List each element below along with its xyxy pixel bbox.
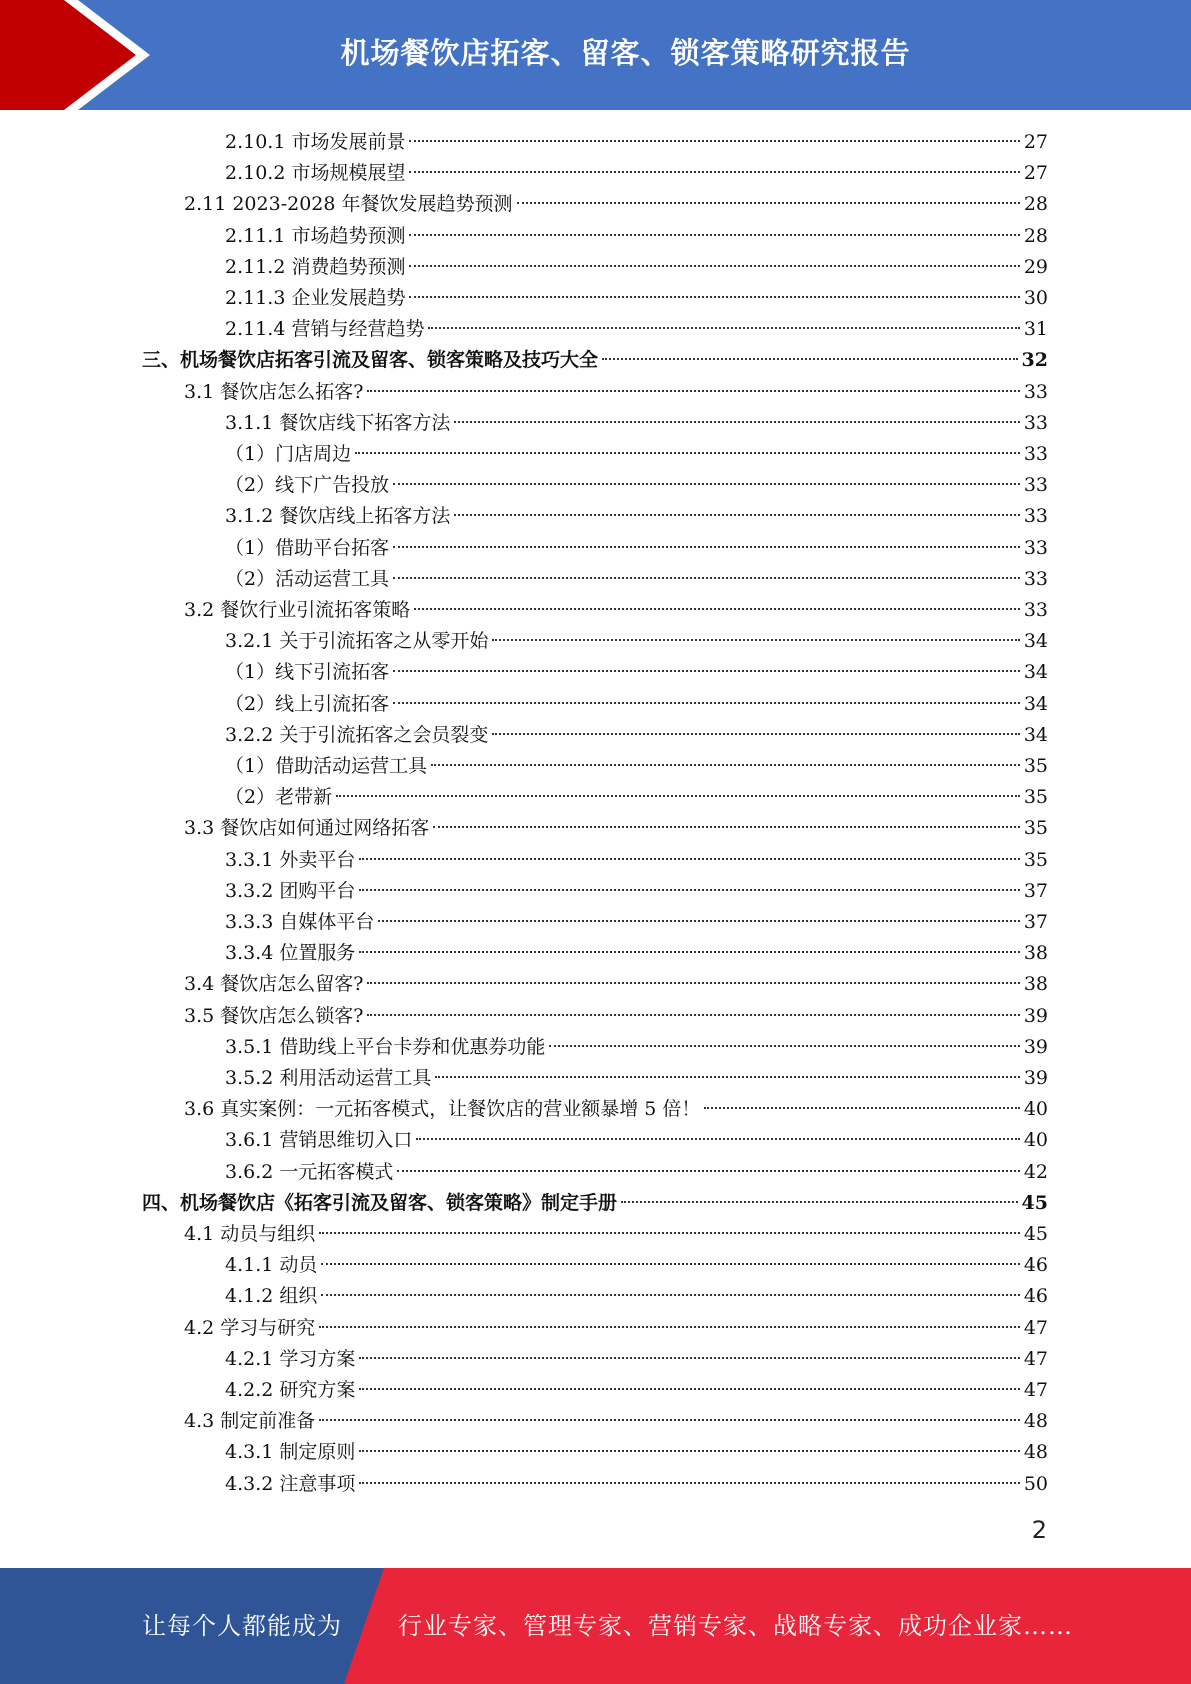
toc-entry[interactable] — [225, 1032, 1048, 1062]
toc-entry-page: 38 — [1023, 973, 1048, 996]
toc-entry-page: 28 — [1023, 224, 1048, 247]
toc-entry-title: 2.11.3 企业发展趋势 — [225, 287, 406, 309]
toc-dot-leader — [602, 358, 1018, 360]
toc-dot-leader — [378, 920, 1019, 922]
toc-entry[interactable] — [225, 1281, 1048, 1311]
toc-dot-leader — [414, 608, 1020, 610]
toc-dot-leader — [409, 140, 1019, 142]
toc-entry[interactable] — [225, 1437, 1048, 1467]
toc-dot-leader — [393, 546, 1020, 548]
toc-entry-title: 4.2.1 学习方案 — [225, 1347, 356, 1370]
toc-dot-leader — [393, 670, 1020, 672]
toc-entry[interactable] — [184, 813, 1048, 843]
toc-dot-leader — [319, 1419, 1020, 1421]
toc-entry-page: 46 — [1023, 1285, 1048, 1308]
toc-dot-leader — [704, 1107, 1019, 1109]
toc-entry[interactable] — [225, 845, 1048, 875]
toc-entry-title: 3.1.2 餐饮店线上拓客方法 — [225, 505, 451, 528]
toc-entry-title: 2.11.4 营销与经营趋势 — [225, 318, 425, 341]
toc-entry-page: 37 — [1023, 911, 1048, 933]
toc-entry-title: （2）线上引流拓客 — [225, 692, 390, 715]
toc-entry-page: 38 — [1023, 942, 1048, 965]
toc-entry-title: 2.11 2023-2028 年餐饮发展趋势预测 — [184, 193, 513, 216]
toc-entry-page: 39 — [1023, 1035, 1048, 1058]
toc-entry[interactable] — [142, 1188, 1048, 1218]
toc-dot-leader — [517, 202, 1020, 204]
toc-entry-title: 3.2.1 关于引流拓客之从零开始 — [225, 630, 489, 653]
toc-entry-page: 35 — [1023, 786, 1048, 809]
toc-entry[interactable] — [225, 938, 1048, 968]
toc-entry-title: 4.3.1 制定原则 — [225, 1441, 356, 1464]
toc-dot-leader — [454, 421, 1019, 423]
toc-dot-leader — [336, 795, 1020, 797]
toc-entry-title: 3.1 餐饮店怎么拓客? — [184, 380, 364, 403]
toc-entry-page: 33 — [1023, 411, 1048, 434]
toc-entry-title: 4.3 制定前准备 — [184, 1410, 316, 1433]
toc-entry-title: 3.3.1 外卖平台 — [225, 848, 356, 871]
toc-entry-page: 47 — [1023, 1347, 1048, 1370]
toc-dot-leader — [321, 1294, 1019, 1296]
toc-entry[interactable] — [184, 1406, 1048, 1436]
toc-dot-leader — [621, 1201, 1018, 1203]
toc-entry[interactable] — [225, 626, 1048, 656]
toc-entry-page: 46 — [1023, 1254, 1048, 1277]
toc-entry[interactable] — [225, 1250, 1048, 1280]
toc-entry-page: 34 — [1023, 661, 1048, 684]
toc-dot-leader — [393, 483, 1020, 485]
toc-entry[interactable] — [225, 1157, 1048, 1187]
toc-dot-leader — [492, 639, 1019, 641]
toc-dot-leader — [409, 265, 1019, 267]
page-footer — [0, 1568, 1191, 1684]
toc-entry[interactable] — [225, 782, 1048, 812]
toc-dot-leader — [409, 234, 1019, 236]
toc-entry-page: 33 — [1023, 443, 1048, 465]
toc-entry-title: （1）借助活动运营工具 — [225, 755, 428, 777]
toc-entry-page: 27 — [1023, 162, 1048, 185]
toc-entry-page: 48 — [1023, 1410, 1048, 1433]
toc-entry-page: 27 — [1023, 131, 1048, 153]
toc-entry[interactable] — [225, 751, 1048, 781]
toc-entry-title: 3.6 真实案例：一元拓客模式，让餐饮店的营业额暴增 5 倍！ — [184, 1098, 701, 1121]
toc-dot-leader — [321, 1263, 1019, 1265]
toc-entry-title: 3.3.4 位置服务 — [225, 942, 356, 965]
toc-entry[interactable] — [225, 283, 1048, 313]
toc-entry-page: 28 — [1023, 193, 1048, 216]
toc-entry-page: 42 — [1023, 1160, 1048, 1183]
toc-entry[interactable] — [225, 1469, 1048, 1499]
document-title: 机场餐饮店拓客、留客、锁客策略研究报告 — [340, 35, 911, 70]
toc-dot-leader — [431, 764, 1020, 766]
toc-dot-leader — [454, 514, 1019, 516]
toc-dot-leader — [492, 733, 1019, 735]
toc-entry-title: 3.1.1 餐饮店线下拓客方法 — [225, 411, 451, 434]
toc-entry-page: 33 — [1023, 567, 1048, 590]
toc-entry-page: 40 — [1023, 1129, 1048, 1152]
toc-entry-page: 31 — [1023, 318, 1048, 341]
toc-entry-title: 4.2.2 研究方案 — [225, 1379, 356, 1401]
toc-dot-leader — [359, 858, 1019, 860]
toc-entry[interactable] — [225, 470, 1048, 500]
toc-entry-title: 4.1.1 动员 — [225, 1254, 318, 1277]
toc-entry-title: （2）线下广告投放 — [225, 474, 390, 497]
toc-entry[interactable] — [225, 158, 1048, 188]
toc-entry-title: （2）老带新 — [225, 786, 333, 809]
header-ribbon-icon — [0, 0, 160, 110]
toc-dot-leader — [409, 171, 1019, 173]
toc-entry[interactable] — [225, 1063, 1048, 1093]
toc-dot-leader — [409, 296, 1019, 298]
toc-entry-page: 29 — [1023, 255, 1048, 278]
toc-entry[interactable] — [225, 689, 1048, 719]
toc-entry-title: 2.10.1 市场发展前景 — [225, 131, 406, 153]
toc-dot-leader — [433, 826, 1020, 828]
toc-entry-title: （1）门店周边 — [225, 443, 352, 465]
toc-entry-page: 34 — [1023, 692, 1048, 715]
toc-entry-title: 四、机场餐饮店《拓客引流及留客、锁客策略》制定手册 — [142, 1191, 618, 1214]
toc-entry-page: 47 — [1023, 1316, 1048, 1339]
toc-dot-leader — [428, 327, 1019, 329]
toc-entry-title: 3.5 餐饮店怎么锁客? — [184, 1004, 364, 1027]
toc-entry[interactable] — [225, 564, 1048, 594]
toc-entry[interactable] — [225, 408, 1048, 438]
toc-entry[interactable] — [225, 1344, 1048, 1374]
toc-entry-page: 35 — [1023, 817, 1048, 840]
page-number: 2 — [1031, 1516, 1047, 1544]
toc-dot-leader — [393, 702, 1020, 704]
toc-entry-page: 34 — [1023, 723, 1048, 746]
toc-entry-title: 2.10.2 市场规模展望 — [225, 162, 406, 185]
toc-entry-page: 39 — [1023, 1067, 1048, 1089]
toc-entry[interactable] — [184, 189, 1048, 219]
toc-dot-leader — [397, 1170, 1019, 1172]
footer-slogan-right: 行业专家、管理专家、营销专家、战略专家、成功企业家…… — [398, 1612, 1073, 1640]
toc-dot-leader — [359, 889, 1019, 891]
toc-dot-leader — [319, 1232, 1020, 1234]
toc-entry[interactable] — [225, 221, 1048, 251]
toc-entry-title: 3.6.1 营销思维切入口 — [225, 1129, 413, 1152]
toc-entry-page: 47 — [1023, 1379, 1048, 1401]
toc-entry-title: 3.3.2 团购平台 — [225, 879, 356, 902]
toc-dot-leader — [549, 1045, 1019, 1047]
toc-entry-title: 4.1.2 组织 — [225, 1285, 318, 1308]
toc-entry[interactable] — [225, 876, 1048, 906]
toc-entry-title: 3.3 餐饮店如何通过网络拓客 — [184, 817, 430, 840]
toc-dot-leader — [359, 1482, 1019, 1484]
toc-dot-leader — [416, 1138, 1019, 1140]
toc-entry-page: 48 — [1023, 1441, 1048, 1464]
toc-dot-leader — [367, 390, 1019, 392]
toc-entry[interactable] — [184, 1313, 1048, 1343]
toc-entry-page: 35 — [1023, 848, 1048, 871]
toc-entry-page: 37 — [1023, 879, 1048, 902]
footer-slogan-left: 让每个人都能成为 — [142, 1612, 342, 1640]
toc-entry-page: 45 — [1023, 1223, 1048, 1245]
toc-entry-title: 4.3.2 注意事项 — [225, 1472, 356, 1495]
toc-entry-page: 33 — [1023, 599, 1048, 621]
toc-entry-title: （1）借助平台拓客 — [225, 536, 390, 559]
toc-entry[interactable] — [225, 1375, 1048, 1405]
toc-entry[interactable] — [225, 1125, 1048, 1155]
toc-dot-leader — [359, 1450, 1019, 1452]
toc-dot-leader — [359, 1357, 1019, 1359]
toc-entry[interactable] — [225, 907, 1048, 937]
toc-dot-leader — [393, 577, 1020, 579]
toc-entry-page: 32 — [1021, 349, 1048, 372]
toc-entry-title: 3.4 餐饮店怎么留客? — [184, 973, 364, 996]
toc-dot-leader — [355, 452, 1020, 454]
toc-entry[interactable] — [225, 657, 1048, 687]
toc-entry-title: 3.3.3 自媒体平台 — [225, 911, 375, 933]
toc-entry-title: （1）线下引流拓客 — [225, 661, 390, 684]
toc-entry[interactable] — [184, 969, 1048, 999]
toc-entry[interactable] — [184, 1219, 1048, 1249]
toc-entry-title: 3.6.2 一元拓客模式 — [225, 1160, 394, 1183]
toc-entry-title: 4.2 学习与研究 — [184, 1316, 316, 1339]
toc-entry-page: 35 — [1023, 755, 1048, 777]
toc-entry[interactable] — [225, 127, 1048, 157]
toc-dot-leader — [367, 1014, 1019, 1016]
toc-entry-page: 40 — [1023, 1098, 1048, 1121]
toc-entry[interactable] — [225, 501, 1048, 531]
toc-entry[interactable] — [225, 533, 1048, 563]
toc-entry[interactable] — [184, 1094, 1048, 1124]
toc-entry-title: （2）活动运营工具 — [225, 567, 390, 590]
toc-entry-page: 33 — [1023, 380, 1048, 403]
toc-entry-title: 2.11.2 消费趋势预测 — [225, 255, 406, 278]
toc-entry[interactable] — [225, 252, 1048, 282]
toc-entry-page: 33 — [1023, 536, 1048, 559]
toc-entry-title: 4.1 动员与组织 — [184, 1223, 316, 1245]
toc-dot-leader — [435, 1076, 1019, 1078]
toc-entry[interactable] — [142, 345, 1048, 375]
toc-entry-title: 3.5.2 利用活动运营工具 — [225, 1067, 432, 1089]
toc-entry[interactable] — [184, 1001, 1048, 1031]
toc-entry-page: 39 — [1023, 1004, 1048, 1027]
toc-entry-page: 33 — [1023, 505, 1048, 528]
toc-entry[interactable] — [225, 314, 1048, 344]
toc-dot-leader — [359, 1388, 1019, 1390]
page-header — [0, 0, 1191, 110]
toc-entry[interactable] — [225, 720, 1048, 750]
toc-entry-page: 50 — [1023, 1472, 1048, 1495]
toc-entry-title: 3.2 餐饮行业引流拓客策略 — [184, 599, 411, 621]
toc-entry-page: 30 — [1023, 287, 1048, 309]
toc-dot-leader — [367, 982, 1019, 984]
toc-entry-page: 45 — [1021, 1191, 1048, 1214]
toc-dot-leader — [319, 1326, 1020, 1328]
toc-entry-page: 34 — [1023, 630, 1048, 653]
toc-entry-title: 3.5.1 借助线上平台卡券和优惠券功能 — [225, 1035, 546, 1058]
toc-entry-page: 33 — [1023, 474, 1048, 497]
toc-entry-title: 3.2.2 关于引流拓客之会员裂变 — [225, 723, 489, 746]
toc-entry-title: 2.11.1 市场趋势预测 — [225, 224, 406, 247]
toc-entry[interactable] — [225, 439, 1048, 469]
toc-dot-leader — [359, 951, 1019, 953]
toc-entry[interactable] — [184, 595, 1048, 625]
toc-entry[interactable] — [184, 377, 1048, 407]
toc-entry-title: 三、机场餐饮店拓客引流及留客、锁客策略及技巧大全 — [142, 349, 599, 372]
